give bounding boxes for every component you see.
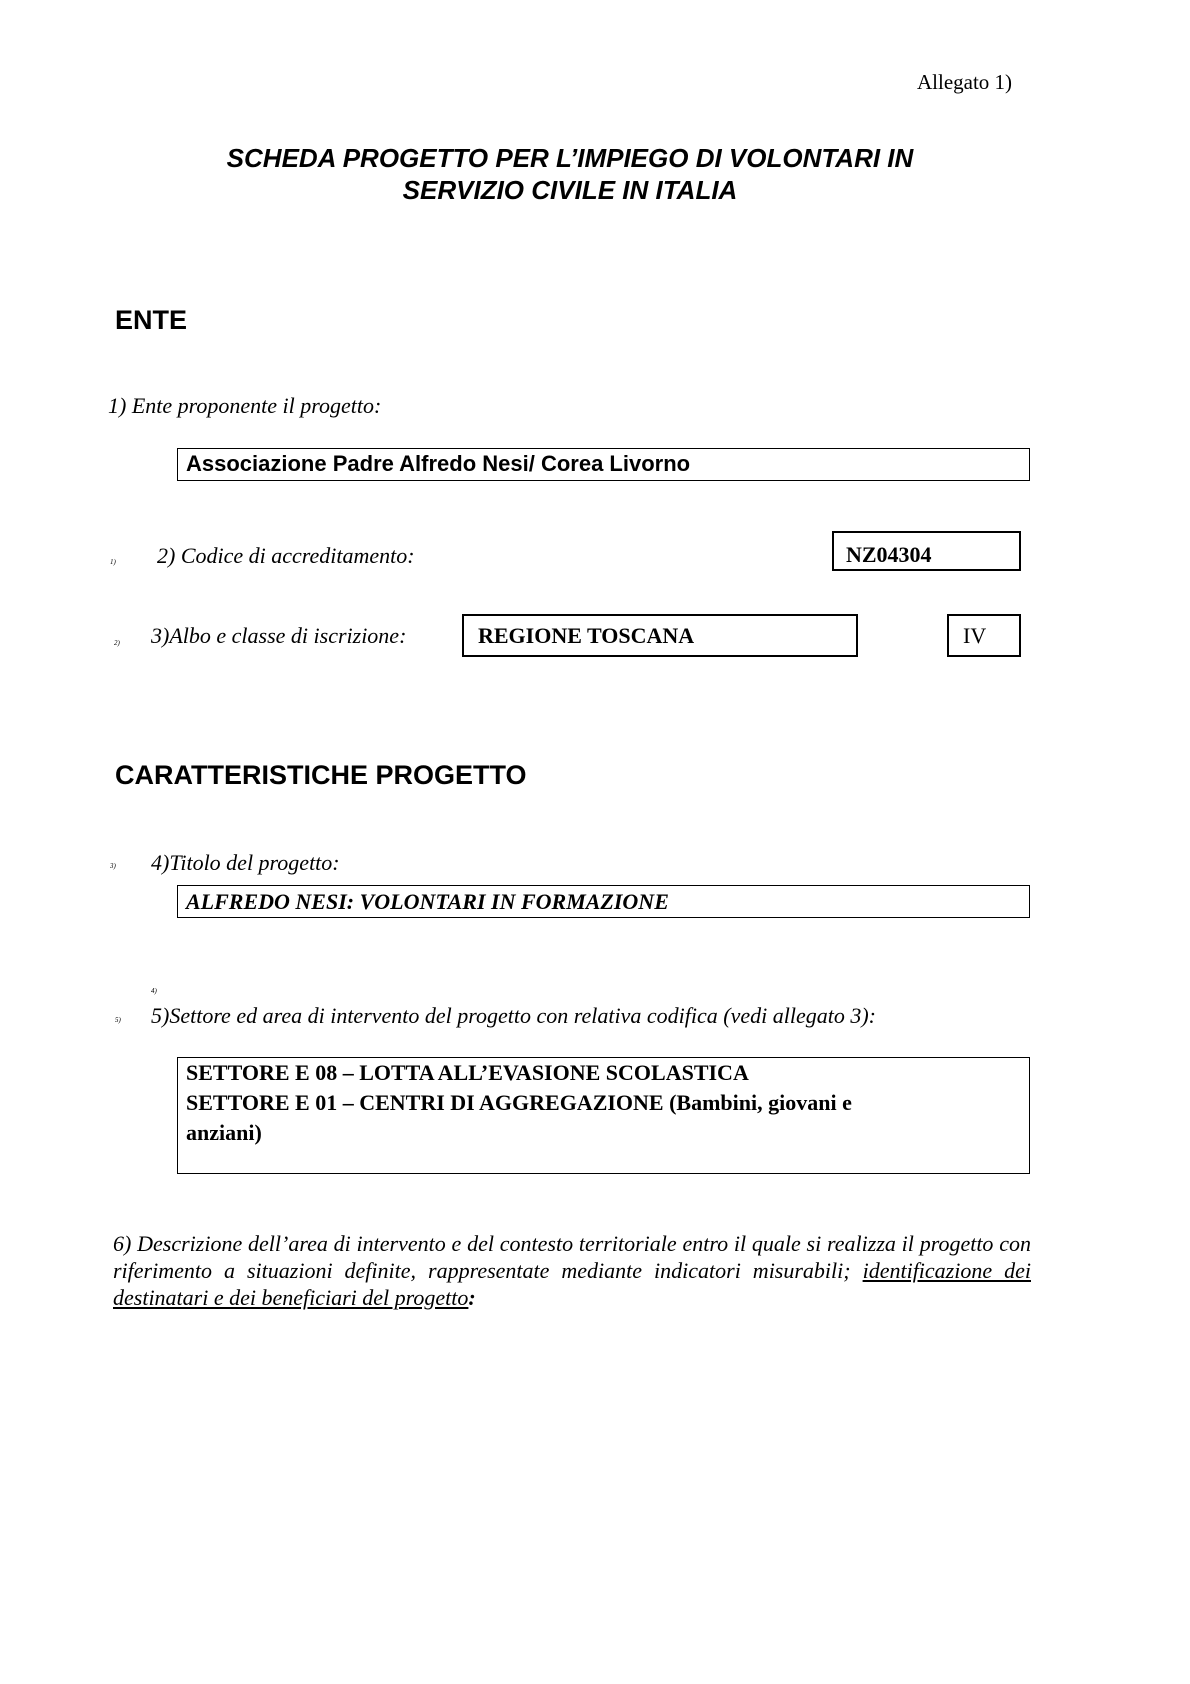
- section-heading-caratteristiche: CARATTERISTICHE PROGETTO: [115, 760, 527, 790]
- classe-value: IV: [963, 623, 987, 648]
- settore-line-1: SETTORE E 08 – LOTTA ALL’EVASIONE SCOLASTICA: [186, 1060, 749, 1085]
- settore-field: [177, 1057, 1030, 1174]
- question-6-text: 6) Descrizione dell’area di intervento e del contesto territoriale entro il quale si realizza il progetto con riferimento a situazioni definite, rappresentate mediante indicatori misurabili;: [113, 1231, 1031, 1283]
- albo-value: REGIONE TOSCANA: [478, 623, 695, 648]
- question-6-paragraph: [113, 1230, 1031, 1311]
- footnote-marker-3: 3): [110, 862, 116, 870]
- titolo-progetto-value: ALFREDO NESI: VOLONTARI IN FORMAZIONE: [186, 889, 669, 914]
- question-4-label: 4)Titolo del progetto:: [151, 850, 340, 875]
- question-6-underlined: identificazione dei destinatari e dei beneficiari del progetto: [113, 1258, 1031, 1310]
- title-line-1: SCHEDA PROGETTO PER L’IMPIEGO DI VOLONTARI IN: [226, 143, 914, 173]
- question-6-colon: :: [468, 1285, 476, 1310]
- question-5-label: 5)Settore ed area di intervento del progetto con relativa codifica (vedi allegato 3):: [151, 1003, 876, 1028]
- settore-line-3: anziani): [186, 1120, 262, 1145]
- classe-field: [947, 614, 1021, 657]
- document-title: [120, 142, 1020, 206]
- footnote-marker-5: 5): [115, 1016, 121, 1024]
- footnote-marker-1: 1): [110, 558, 116, 566]
- allegato-label: Allegato 1): [917, 70, 1013, 94]
- titolo-progetto-field: [177, 885, 1030, 918]
- section-heading-ente: ENTE: [115, 305, 188, 335]
- ente-proponente-value: Associazione Padre Alfredo Nesi/ Corea Livorno: [186, 451, 691, 476]
- question-1-label: 1) Ente proponente il progetto:: [108, 393, 382, 418]
- question-3-label: 3)Albo e classe di iscrizione:: [151, 623, 407, 648]
- title-line-2: SERVIZIO CIVILE IN ITALIA: [402, 175, 738, 205]
- settore-line-2: SETTORE E 01 – CENTRI DI AGGREGAZIONE (Bambini, giovani e: [186, 1090, 852, 1115]
- question-2-label: 2) Codice di accreditamento:: [157, 543, 415, 568]
- albo-field: [462, 614, 858, 657]
- footnote-marker-4: 4): [151, 987, 157, 995]
- footnote-marker-2: 2): [114, 639, 120, 647]
- codice-accreditamento-field: [832, 531, 1021, 571]
- codice-accreditamento-value: NZ04304: [846, 542, 932, 567]
- ente-proponente-field: [177, 448, 1030, 481]
